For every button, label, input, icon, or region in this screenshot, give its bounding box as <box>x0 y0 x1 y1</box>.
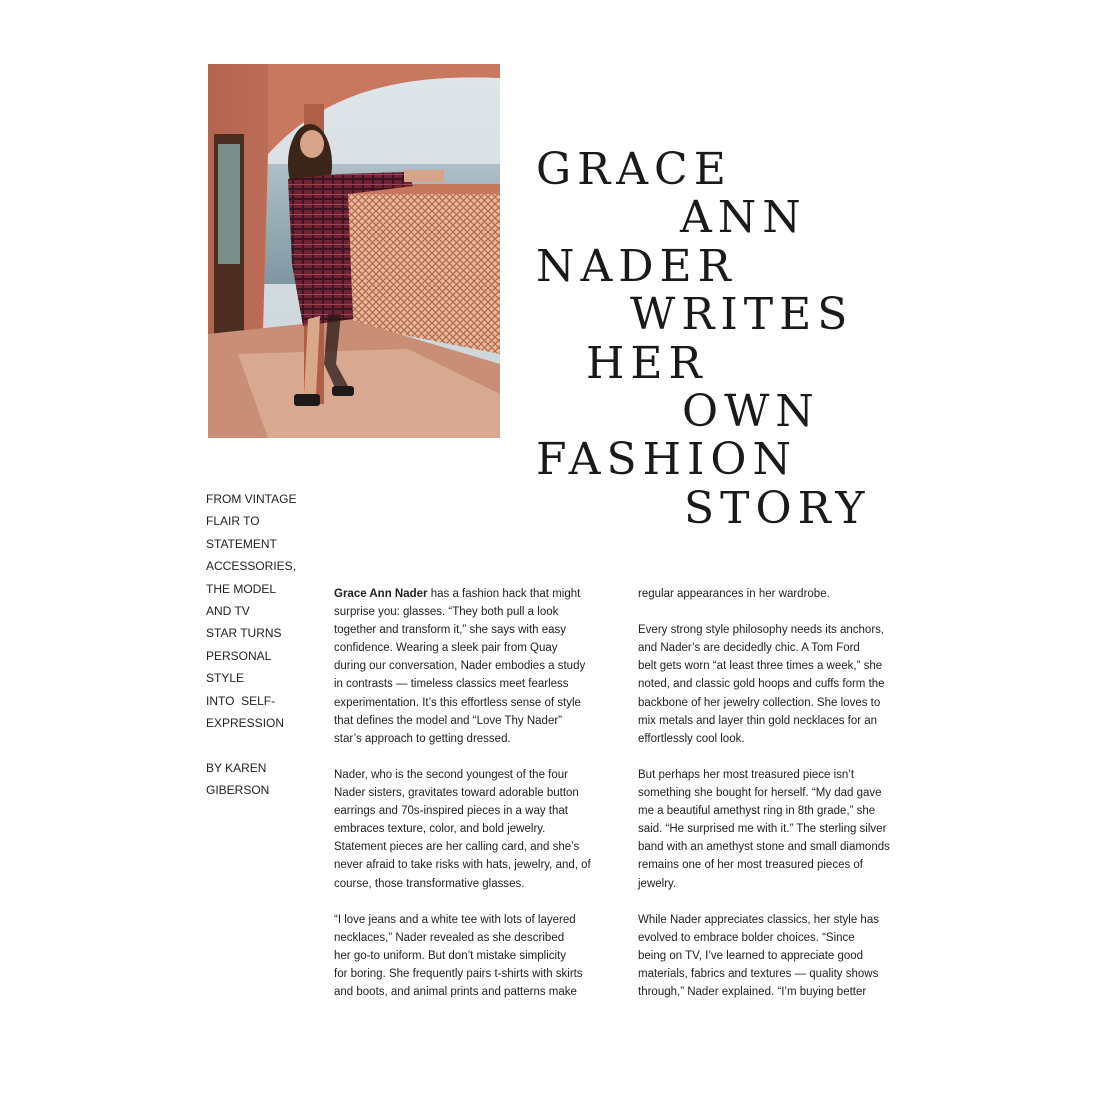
headline-line: OWN <box>682 386 820 438</box>
deck-line: FLAIR TO <box>206 514 260 529</box>
body-line: through,” Nader explained. “I’m buying better <box>638 986 867 999</box>
headline-line: HER <box>586 337 708 389</box>
headline-line: STORY <box>684 482 871 534</box>
body-line: embraces texture, color, and bold jewelry. <box>334 823 546 836</box>
deck-line: PERSONAL <box>206 648 272 663</box>
deck-line: STAR TURNS <box>206 626 282 641</box>
body-line: confidence. Wearing a sleek pair from Quay <box>334 642 558 655</box>
body-line: experimentation. It’s this effortless sense of style <box>334 696 581 709</box>
body-line: that defines the model and “Love Thy Nader” <box>334 714 563 727</box>
paragraph <box>638 766 928 893</box>
feature-photo-illustration <box>208 64 500 438</box>
body-line <box>334 585 616 603</box>
deck-line: INTO SELF- <box>206 693 276 708</box>
body-line: and boots, and animal prints and patterns make <box>334 986 577 999</box>
body-line: belt gets worn “at least three times a week,” she <box>638 660 883 673</box>
body-line: for boring. She frequently pairs t-shirts with skirts <box>334 967 583 980</box>
body-line: mix metals and layer thin gold necklaces for an <box>638 714 878 727</box>
body-line: and Nader’s are decidedly chic. A Tom Ford <box>638 642 860 655</box>
body-line: together and transform it,” she says with easy <box>334 624 567 637</box>
headline-line: WRITES <box>630 289 854 341</box>
body-line: in contrasts — timeless classics meet fearless <box>334 678 569 691</box>
body-line: evolved to embrace bolder choices. “Since <box>638 931 855 944</box>
paragraph <box>334 911 616 1001</box>
byline <box>206 757 316 802</box>
body-line: “I love jeans and a white tee with lots of layered <box>334 913 576 926</box>
deck-line: STYLE <box>206 671 245 686</box>
paragraph <box>638 621 928 748</box>
headline-line: GRACE <box>536 144 732 195</box>
deck-line: FROM VINTAGE <box>206 492 297 506</box>
body-line: never afraid to take risks with hats, jewelry, and, of <box>334 859 591 872</box>
body-line: band with an amethyst stone and small diamonds <box>638 841 890 854</box>
lead-rest: has a fashion hack that might <box>427 588 581 600</box>
body-line: noted, and classic gold hoops and cuffs form the <box>638 678 885 691</box>
deck-line: EXPRESSION <box>206 716 285 731</box>
body-line: backbone of her jewelry collection. She loves to <box>638 696 881 709</box>
body-line: something she bought for herself. “My dad gave <box>638 787 882 800</box>
body-line: Statement pieces are her calling card, and she’s <box>334 841 580 854</box>
paragraph <box>334 766 616 893</box>
body-line: Nader sisters, gravitates toward adorable button <box>334 787 579 800</box>
body-column-1 <box>334 585 616 1019</box>
body-line: surprise you: glasses. “They both pull a look <box>334 606 559 619</box>
deck-line: THE MODEL <box>206 581 277 596</box>
byline-line: BY KAREN <box>206 760 267 775</box>
body-line: materials, fabrics and textures — quality shows <box>638 967 879 980</box>
body-line: said. “He surprised me with it.” The sterling silver <box>638 823 887 836</box>
byline-line: GIBERSON <box>206 783 270 798</box>
headline-line: ANN <box>680 192 807 244</box>
body-line: But perhaps her most treasured piece isn’t <box>638 768 855 781</box>
body-line: being on TV, I’ve learned to appreciate good <box>638 949 864 962</box>
body-line: her go-to uniform. But don’t mistake simplicity <box>334 949 567 962</box>
body-line: Every strong style philosophy needs its anchors, <box>638 624 885 637</box>
body-line: necklaces,” Nader revealed as she described <box>334 931 565 944</box>
body-line: course, those transformative glasses. <box>334 877 525 890</box>
headline-line: NADER <box>536 240 737 292</box>
article-deck <box>206 488 316 802</box>
lead-name: Grace Ann Nader <box>334 588 428 600</box>
feature-photo <box>208 64 500 438</box>
body-line: earrings and 70s-inspired pieces in a way that <box>334 805 568 818</box>
headline <box>536 146 876 533</box>
body-line: Nader, who is the second youngest of the four <box>334 768 568 781</box>
body-line: jewelry. <box>638 877 677 890</box>
deck-line: STATEMENT <box>206 536 277 551</box>
body-line: effortlessly cool look. <box>638 732 745 745</box>
body-line: me a beautiful amethyst ring in 8th grade,” she <box>638 805 876 818</box>
body-line: While Nader appreciates classics, her style has <box>638 913 879 926</box>
paragraph <box>638 585 928 603</box>
deck-line: ACCESSORIES, <box>206 559 297 574</box>
body-line: remains one of her most treasured pieces of <box>638 859 864 872</box>
body-line: during our conversation, Nader embodies a study <box>334 660 586 673</box>
deck-line: AND TV <box>206 604 250 619</box>
paragraph <box>334 585 616 748</box>
body-line: regular appearances in her wardrobe. <box>638 588 830 600</box>
paragraph <box>638 911 928 1001</box>
headline-line: FASHION <box>536 434 797 486</box>
body-line: star’s approach to getting dressed. <box>334 732 511 745</box>
body-column-2 <box>638 585 928 1019</box>
